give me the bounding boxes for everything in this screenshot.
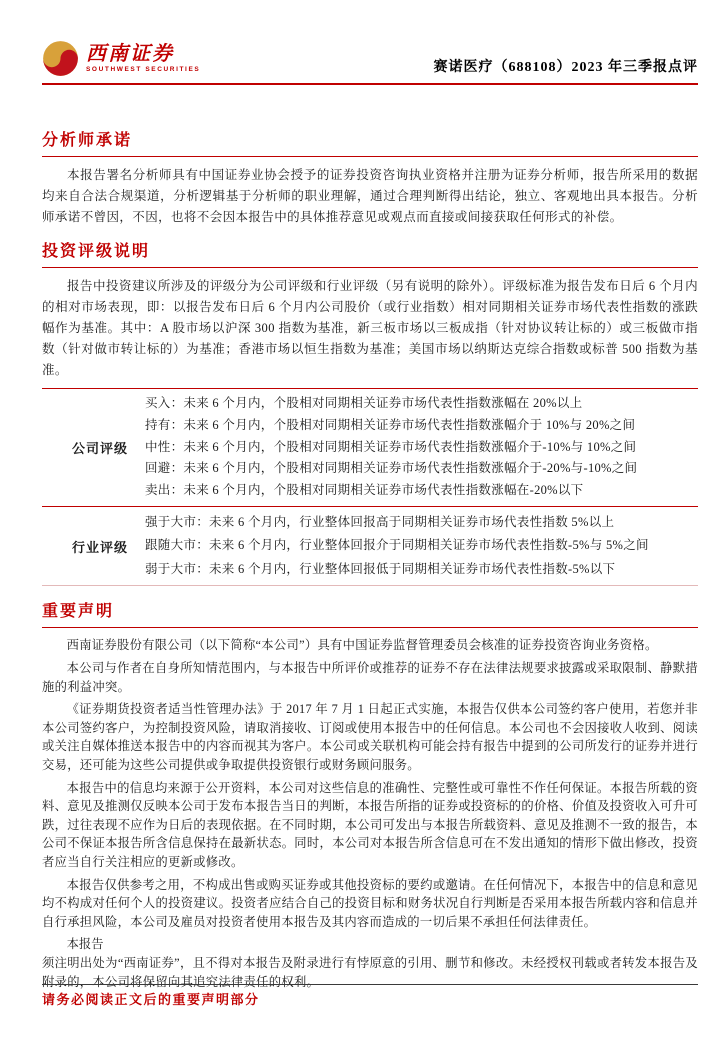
industry-rating-label: 行业评级: [72, 539, 129, 555]
section-rating-explanation: [42, 242, 698, 586]
section-important-statement: [42, 602, 698, 991]
page-header: [42, 40, 698, 85]
rating-row-inline: 跟随大市：未来 6 个月内，行业整体回报介于同期相关证券市场代表性指数-5%与 5%之间: [145, 538, 649, 553]
page-footer: [42, 984, 698, 1008]
logo-name-en: SOUTHWEST SECURITIES: [86, 65, 201, 73]
rating-row-avoid: 回避：未来 6 个月内，个股相对同期相关证券市场代表性指数涨幅介于-20%与-10%之间: [145, 461, 638, 476]
disclaimer-paragraph-3: 《证券期货投资者适当性管理办法》于 2017 年 7 月 1 日起正式实施，本报告仅供本公司签约客户使用，若您并非本公司签约客户，为控制投资风险，请取消接收、订阅或使用本报告中的任何信息。本公司也不会因接收人收到、阅读或关注自媒体推送本报告中的内容而视其为客户。本公司或关联机构可能会持有报告中提到的公司所发行的证券并进行交易，还可能为这些公司提供或争取提供投资银行或财务顾问服务。: [42, 702, 698, 773]
rating-row-outperform: 强于大市：未来 6 个月内，行业整体回报高于同期相关证券市场代表性指数 5%以上: [145, 514, 615, 529]
rating-row-sell: 卖出：未来 6 个月内，个股相对同期相关证券市场代表性指数涨幅在-20%以下: [145, 483, 584, 498]
rating-row-hold: 持有：未来 6 个月内，个股相对同期相关证券市场代表性指数涨幅介于 10%与 20%之间: [145, 417, 636, 432]
logo-name-cn: 西南证券: [86, 42, 174, 65]
company-rating-rows: [145, 393, 698, 502]
footer-notice: 请务必阅读正文后的重要声明部分: [42, 992, 260, 1007]
industry-rating-rows: [145, 511, 698, 582]
disclaimer-paragraph-6-lead: 本报告: [66, 937, 104, 952]
rating-row-neutral: 中性：未来 6 个月内，个股相对同期相关证券市场代表性指数涨幅介于-10%与 10%之间: [145, 439, 637, 454]
analyst-commitment-heading: 分析师承诺: [42, 131, 698, 157]
southwest-securities-logo-icon: [42, 40, 79, 77]
disclaimer-paragraph-6-rest: 须注明出处为“西南证券”，且不得对本报告及附录进行有悖原意的引用、删节和修改。未经授权刊载或者转发本报告及附录的，本公司将保留向其追究法律责任的权利。: [42, 955, 698, 989]
important-statement-heading: 重要声明: [42, 602, 698, 628]
disclaimer-paragraph-2: 本公司与作者在自身所知情范围内，与本报告中所评价或推荐的证券不存在法律法规要求披露或采取限制、静默措施的利益冲突。: [42, 661, 698, 694]
logo-wordmark: [86, 44, 200, 74]
company-rating-label: 公司评级: [72, 440, 129, 456]
rating-table: [42, 388, 698, 586]
rating-row-buy: 买入：未来 6 个月内，个股相对同期相关证券市场代表性指数涨幅在 20%以上: [145, 396, 583, 410]
page-content: [42, 131, 698, 991]
company-logo: [42, 40, 200, 77]
rating-explanation-heading: 投资评级说明: [42, 242, 698, 268]
industry-rating-group: [42, 506, 698, 586]
disclaimer-paragraph-1: 西南证券股份有限公司（以下简称“本公司”）具有中国证券监督管理委员会核准的证券投资咨询业务资格。: [66, 638, 658, 653]
section-analyst-commitment: [42, 131, 698, 228]
rating-row-underperform: 弱于大市：未来 6 个月内，行业整体回报低于同期相关证券市场代表性指数-5%以下: [145, 561, 616, 576]
report-title: 赛诺医疗（688108）2023 年三季报点评: [433, 60, 698, 75]
disclaimer-paragraph-5: 本报告仅供参考之用，不构成出售或购买证券或其他投资标的要约或邀请。在任何情况下，本报告中的信息和意见均不构成对任何个人的投资建议。投资者应结合自己的投资目标和财务状况自行判断是否采用本报告所载内容和信息并自行承担风险，本公司及雇员对投资者使用本报告及其内容而造成的一切后果不承担任何法律责任。: [42, 877, 698, 929]
rating-explanation-paragraph: 报告中投资建议所涉及的评级分为公司评级和行业评级（另有说明的除外）。评级标准为报告发布日后 6 个月内的相对市场表现，即：以报告发布日后 6 个月内公司股价（或行业指数）相对同期相关证券市场代表性指数的涨跌幅作为基准。其中：A 股市场以沪深 300 指数为基准，新三板市场以三板成指（针对协议转让标的）或三板做市指数（针对做市转让标的）为基准；香港市场以恒生指数为基准；美国市场以纳斯达克综合指数或标普 500 指数为基准。: [42, 279, 698, 377]
report-page: [0, 40, 724, 1064]
analyst-commitment-paragraph: 本报告署名分析师具有中国证券业协会授予的证券投资咨询执业资格并注册为证券分析师，报告所采用的数据均来自合法合规渠道，分析逻辑基于分析师的职业理解，通过合理判断得出结论，独立、客观地出具本报告。分析师承诺不曾因，不因，也将不会因本报告中的具体推荐意见或观点而直接或间接获取任何形式的补偿。: [42, 168, 698, 224]
disclaimer-paragraph-4: 本报告中的信息均来源于公开资料，本公司对这些信息的准确性、完整性或可靠性不作任何保证。本报告所载的资料、意见及推测仅反映本公司于发布本报告当日的判断，本报告所指的证券或投资标的的价格、价值及投资收入可升可跌，过往表现不应作为日后的表现依据。在不同时期，本公司可发出与本报告所载资料、意见及推测不一致的报告，本公司不保证本报告所含信息保持在最新状态。同时，本公司对本报告所含信息可在不发出通知的情形下做出修改，投资者应当自行关注相应的更新或修改。: [42, 780, 698, 870]
company-rating-group: [42, 389, 698, 506]
